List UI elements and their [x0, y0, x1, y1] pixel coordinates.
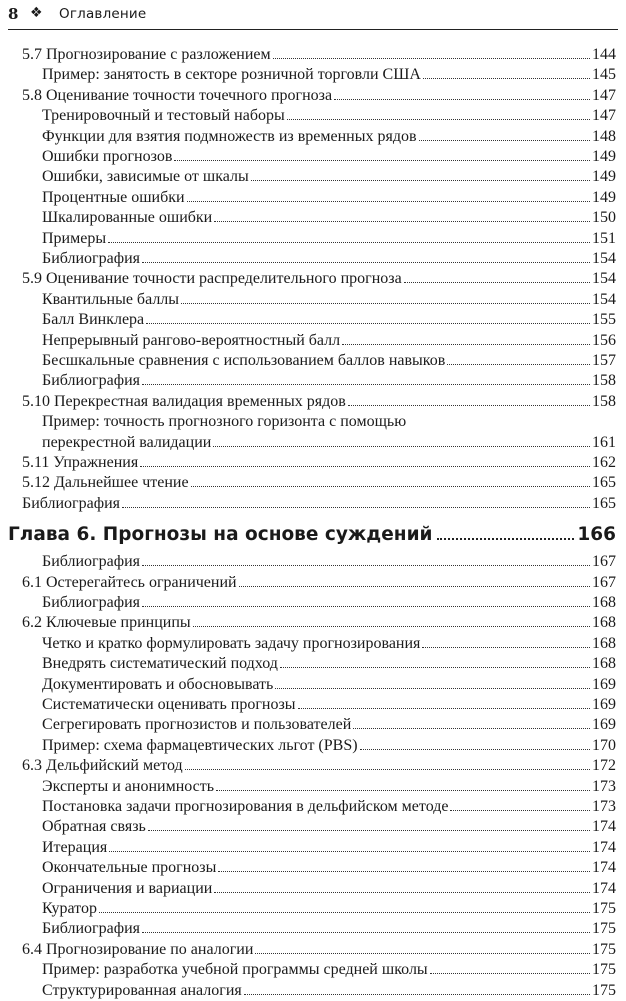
toc-entry-title: Квантильные баллы — [42, 290, 180, 308]
toc-subsection-entry[interactable] — [42, 960, 616, 980]
dot-leader — [142, 606, 590, 607]
page-number: 8 — [8, 5, 19, 23]
dot-leader — [280, 667, 590, 668]
toc-entry-page: 147 — [592, 107, 616, 125]
dot-leader — [422, 647, 590, 648]
toc-entry-title: Непрерывный ранговo-вероятностный балл — [42, 331, 341, 349]
toc-entry-page: 170 — [592, 736, 616, 754]
dot-leader — [273, 58, 590, 59]
dot-leader — [181, 303, 590, 304]
toc-entry-title: Пример: точность прогнозного горизонта с помощью — [42, 413, 407, 431]
toc-entry-page: 158 — [592, 392, 616, 410]
dot-leader — [142, 262, 590, 263]
toc-subsection-entry[interactable] — [42, 715, 616, 735]
toc-subsection-entry[interactable] — [42, 675, 616, 695]
dot-leader — [99, 912, 590, 913]
toc-entry-title: Бесшкальные сравнения с использованием баллов навыков — [42, 352, 446, 369]
toc-entry-title: Итерация — [42, 838, 108, 856]
dot-leader — [255, 953, 590, 954]
toc-entry-title: Глава 6. Прогнозы на основе суждений — [8, 524, 433, 546]
dot-leader — [185, 769, 590, 770]
toc-entry-title: 5.10 Перекрестная валидация временных рядов — [22, 392, 346, 410]
toc-entry-page: 172 — [592, 757, 616, 775]
dot-leader — [174, 160, 590, 161]
toc-entry-page: 148 — [592, 127, 616, 145]
toc-entry-page: 174 — [592, 838, 616, 856]
toc-entry-page: 156 — [592, 331, 616, 349]
toc-entry-page: 165 — [592, 494, 616, 512]
toc-entry-page: 157 — [592, 352, 616, 369]
toc-subsection-entry[interactable] — [42, 331, 616, 351]
toc-subsection-entry[interactable] — [42, 106, 616, 126]
dot-leader — [109, 851, 590, 852]
dot-leader — [342, 344, 590, 345]
toc-entry-title: Куратор — [42, 900, 97, 917]
toc-subsection-entry[interactable] — [42, 797, 616, 817]
toc-entry-page: 154 — [592, 250, 616, 267]
toc-subsection-entry[interactable] — [42, 147, 616, 167]
dot-leader — [191, 486, 590, 487]
toc-entry-page: 168 — [592, 634, 616, 652]
toc-entry-title: Процентные ошибки — [42, 188, 185, 206]
toc-subsection-entry[interactable] — [42, 208, 616, 228]
dot-leader — [216, 790, 590, 791]
ornament-icon: ❖ — [30, 5, 43, 21]
toc-section-entry[interactable] — [22, 453, 616, 473]
toc-subsection-entry[interactable] — [42, 634, 616, 654]
toc-entry-title: Документировать и обосновывать — [42, 675, 274, 693]
toc-subsection-entry[interactable] — [42, 919, 616, 939]
toc-entry-page: 174 — [592, 879, 616, 897]
toc-entry-title: 6.2 Ключевые принципы — [22, 614, 191, 632]
toc-entry-title: Пример: занятость в секторе розничной торговли США — [42, 66, 421, 84]
toc-entry-page: 168 — [592, 655, 616, 673]
dot-leader — [218, 871, 590, 872]
toc-entry-title: 5.7 Прогнозирование с разложением — [22, 46, 271, 63]
toc-entry-title: Библиография — [42, 594, 140, 611]
toc-subsection-entry[interactable] — [42, 899, 616, 919]
toc-entry-title: Библиография — [42, 920, 140, 938]
toc-entry-title: Постановка задачи прогнозирования в дельфийском методе — [42, 798, 449, 815]
toc-section-entry[interactable] — [22, 756, 616, 776]
toc-subsection-entry[interactable] — [42, 858, 616, 878]
dot-leader — [187, 201, 590, 202]
toc-entry-title: перекрестной валидации — [42, 433, 212, 451]
toc-entry-page: 161 — [592, 433, 616, 451]
toc-subsection-entry[interactable] — [42, 838, 616, 858]
toc-subsection-entry[interactable] — [42, 736, 616, 756]
toc-entry-page: 175 — [592, 940, 616, 958]
toc-entry-page: 154 — [592, 270, 616, 288]
toc-entry-title: Функции для взятия подмножеств из временных рядов — [42, 127, 417, 145]
toc-section-entry[interactable] — [22, 494, 616, 514]
toc-subsection-entry[interactable] — [42, 351, 616, 371]
dot-leader — [213, 446, 590, 447]
toc-entry-page: 174 — [592, 818, 616, 836]
toc-subsection-entry[interactable] — [42, 229, 616, 249]
toc-entry-page: 169 — [592, 696, 616, 713]
toc-entry-page: 149 — [592, 148, 616, 165]
dot-leader — [214, 892, 590, 893]
toc-entry-title: 6.4 Прогнозирование по аналогии — [22, 940, 254, 958]
toc-entry-page: 155 — [592, 311, 616, 329]
dot-leader — [287, 119, 590, 120]
dot-leader — [419, 140, 590, 141]
dot-leader — [437, 538, 575, 540]
toc-entry-page: 158 — [592, 372, 616, 390]
toc-entry-title: Библиография — [42, 250, 140, 267]
toc-entry-title: Примеры — [42, 229, 107, 247]
dot-leader — [140, 466, 590, 467]
dot-leader — [193, 626, 590, 627]
toc-entry-page: 149 — [592, 168, 616, 186]
toc-entry-page: 150 — [592, 209, 616, 227]
toc-entry-page: 162 — [592, 454, 616, 471]
toc-entry-title: Четко и кратко формулировать задачу прогнозирования — [42, 634, 421, 652]
toc-entry-page: 167 — [592, 573, 616, 591]
dot-leader — [108, 242, 590, 243]
toc-subsection-entry[interactable] — [42, 290, 616, 310]
toc-entry-page: 145 — [592, 66, 616, 84]
dot-leader — [404, 282, 590, 283]
dot-leader — [423, 78, 590, 79]
toc-entry-title: 6.1 Остерегайтесь ограничений — [22, 573, 237, 591]
toc-entry-title: Ошибки прогнозов — [42, 148, 173, 165]
toc-entry-title: Структурированная аналогия — [42, 981, 242, 999]
toc-section-entry[interactable] — [22, 940, 616, 960]
dot-leader — [447, 364, 590, 365]
dot-leader — [142, 384, 590, 385]
toc-entry-page: 149 — [592, 188, 616, 206]
toc-subsection-entry[interactable] — [42, 552, 616, 572]
toc-entry-page: 165 — [592, 474, 616, 492]
toc-subsection-entry[interactable] — [42, 371, 616, 391]
toc-subsection-entry[interactable] — [42, 127, 616, 147]
toc-subsection-entry[interactable] — [42, 879, 616, 899]
toc-entry-title: 5.8 Оценивание точности точечного прогноза — [22, 86, 333, 104]
toc-subsection-entry[interactable] — [42, 981, 616, 1001]
toc-entry-title: Внедрять систематический подход — [42, 655, 278, 673]
dot-leader — [450, 810, 590, 811]
toc-section-entry[interactable] — [22, 86, 616, 106]
dot-leader — [275, 688, 590, 689]
toc-subsection-entry[interactable] — [42, 433, 616, 453]
dot-leader — [122, 507, 590, 508]
toc-entry-title: Шкалированные ошибки — [42, 209, 213, 227]
toc-entry-page: 175 — [592, 961, 616, 979]
running-title: Оглавление — [59, 6, 147, 22]
toc-entry-page: 169 — [592, 675, 616, 693]
toc-entry-page: 173 — [592, 777, 616, 795]
toc-section-entry[interactable] — [22, 45, 616, 65]
toc-entry-title: Окончательные прогнозы — [42, 859, 217, 877]
toc-subsection-entry[interactable] — [42, 817, 616, 837]
toc-subsection-entry[interactable] — [42, 249, 616, 269]
toc-entry-title: 6.3 Дельфийский метод — [22, 757, 183, 775]
toc-subsection-entry[interactable] — [42, 167, 616, 187]
toc-entry-title: Обратная связь — [42, 818, 146, 836]
toc-entry-page: 169 — [592, 716, 616, 734]
toc-entry-page: 168 — [592, 614, 616, 632]
toc-chapter-entry[interactable] — [8, 522, 616, 548]
toc-entry-title: 5.12 Дальнейшее чтение — [22, 474, 189, 492]
toc-subsection-entry[interactable] — [42, 695, 616, 715]
toc-entry-title: Систематически оценивать прогнозы — [42, 696, 296, 713]
dot-leader — [353, 728, 590, 729]
toc-entry-page: 173 — [592, 798, 616, 815]
toc-section-entry[interactable] — [22, 473, 616, 493]
toc-entry-title: Балл Винклера — [42, 311, 145, 329]
dot-leader — [348, 405, 590, 406]
toc-entry-title: Библиография — [22, 494, 120, 512]
toc-section-entry[interactable] — [22, 392, 616, 412]
toc-section-entry[interactable] — [22, 573, 616, 593]
toc-entry-page: 175 — [592, 920, 616, 938]
dot-leader — [430, 973, 590, 974]
dot-leader — [334, 99, 590, 100]
toc-entry-title: 5.11 Упражнения — [22, 454, 139, 471]
toc-entry-title: Сегрегировать прогнозистов и пользователей — [42, 716, 352, 734]
dot-leader — [244, 994, 590, 995]
toc-entry-title: Тренировочный и тестовый наборы — [42, 107, 285, 125]
toc-entry-page: 175 — [592, 900, 616, 917]
dot-leader — [298, 708, 590, 709]
toc-entry-page: 174 — [592, 859, 616, 877]
toc-entry-page: 175 — [592, 981, 616, 999]
toc-entry-title: Ошибки, зависимые от шкалы — [42, 168, 249, 186]
dot-leader — [251, 180, 590, 181]
toc-entry-page: 154 — [592, 290, 616, 308]
dot-leader — [142, 565, 590, 566]
toc-subsection-entry[interactable] — [42, 65, 616, 85]
toc-subsection-entry[interactable] — [42, 654, 616, 674]
toc-entry-title: Пример: разработка учебной программы средней школы — [42, 961, 428, 979]
toc-subsection-entry[interactable] — [42, 777, 616, 797]
toc-entry-page: 167 — [592, 553, 616, 571]
toc-entry-page: 168 — [592, 594, 616, 611]
dot-leader — [214, 221, 590, 222]
dot-leader — [146, 323, 590, 324]
dot-leader — [148, 830, 590, 831]
toc-section-entry[interactable] — [22, 613, 616, 633]
toc-entry-page: 147 — [592, 86, 616, 104]
toc-section-entry[interactable] — [22, 269, 616, 289]
toc-subsection-entry[interactable] — [42, 412, 616, 432]
toc-entry-page: 166 — [577, 524, 616, 546]
dot-leader — [142, 932, 590, 933]
toc-entry-title: Пример: схема фармацевтических льгот (PBS) — [42, 736, 358, 754]
toc-entry-page: 144 — [592, 46, 616, 63]
toc-subsection-entry[interactable] — [42, 310, 616, 330]
toc-entry-title: Эксперты и анонимность — [42, 777, 215, 795]
toc-subsection-entry[interactable] — [42, 593, 616, 613]
dot-leader — [239, 586, 590, 587]
toc-entry-title: Ограничения и вариации — [42, 879, 213, 897]
toc-entry-page: 151 — [592, 229, 616, 247]
toc-entry-title: 5.9 Оценивание точности распределительного прогноза — [22, 270, 402, 288]
toc-entry-title: Библиография — [42, 372, 140, 390]
toc-subsection-entry[interactable] — [42, 188, 616, 208]
dot-leader — [360, 749, 590, 750]
toc-entry-title: Библиография — [42, 553, 140, 571]
